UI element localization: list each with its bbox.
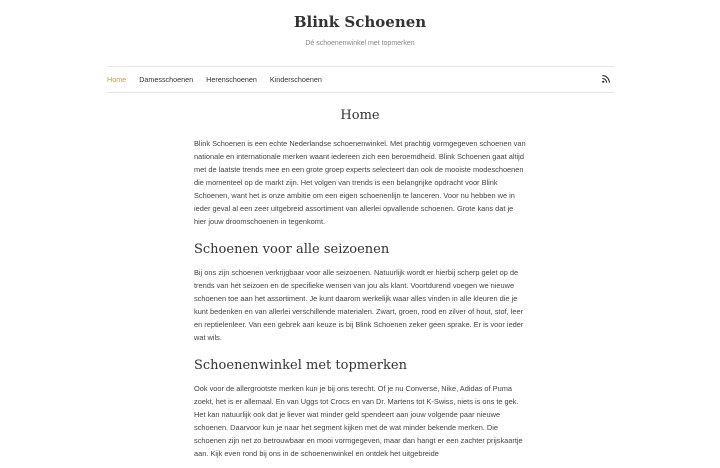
section-paragraph-topmerken: Ook voor de allergrootste merken kun je bij ons terecht. Of je nu Converse, Nike, Adidas of Puma zoekt, het is er allemaal. En van Uggs tot Crocs en van Dr. Martens tot K-Swiss, niets is ons te gek. Het kan natuurlijk ook dat je liever wat minder geld spendeert aan jouw volgende paar nieuwe schoenen. Daarvoor kun je naar het segment kijken met de wat minder bekende merken. Die schoenen zijn net zo betrouwbaar en mooi vormgegeven, maar dan hangt er een zachter prijskaartje aan. Kijk even rond bij ons in de schoenenwinkel en ontdek het uitgebreide	[194, 384, 523, 458]
nav-menu	[107, 67, 335, 92]
main-navigation	[107, 66, 614, 93]
main-content	[194, 103, 526, 468]
nav-item-home[interactable]: Home	[107, 75, 127, 84]
section-heading-topmerken: Schoenenwinkel met topmerken	[194, 358, 407, 373]
section-paragraph-seizoenen: Bij ons zijn schoenen verkrijgbaar voor alle seizoenen. Natuurlijk wordt er hierbij scherp gelet op de trends van het seizoen en de specifieke wensen van jou als klant. Voortdurend voegen we nieuwe schoenen toe aan het assortiment. Je kunt daarom werkelijk waar alles vinden in alle kleuren die je kunt bedenken en van allerlei verschillende materialen. Zwart, groen, rood en zilver of hout, stof, leer en reptielenleer. Van een gebrek aan keuze is bij Blink Schoenen zeker geen sprake. Er is voor ieder wat wils.	[194, 268, 524, 342]
page-title: Home	[340, 108, 380, 123]
nav-item-kinderschoenen[interactable]: Kinderschoenen	[269, 75, 322, 84]
site-description: Dé schoenenwinkel met topmerken	[305, 40, 415, 47]
intro-paragraph: Blink Schoenen is een echte Nederlandse schoenenwinkel. Met prachtig vormgegeven schoenen van nationale en internationale merken waant iedereen zich een beroemdheid. Blink Schoenen gaat altijd met de laatste trends mee en een grote groep experts selecteert dan ook de mooiste modeschoenen die momenteel op de markt zijn. Het volgen van trends is een belangrijke opdracht voor Blink Schoenen, want het is onze ambitie om een eigen schoenenlijn te lanceren. Voor nu hebben we in ieder geval al een zeer uitgebreid assortiment van allerlei opvallende schoenen. Grote kans dat je hier jouw droomschoenen in tegenkomt.	[194, 139, 526, 226]
section-heading-seizoenen: Schoenen voor alle seizoenen	[194, 242, 390, 257]
site-title[interactable]: Blink Schoenen	[293, 13, 427, 31]
rss-icon[interactable]	[602, 75, 610, 83]
nav-item-herenschoenen[interactable]: Herenschoenen	[206, 75, 257, 84]
nav-item-damesschoenen[interactable]: Damesschoenen	[139, 75, 194, 84]
